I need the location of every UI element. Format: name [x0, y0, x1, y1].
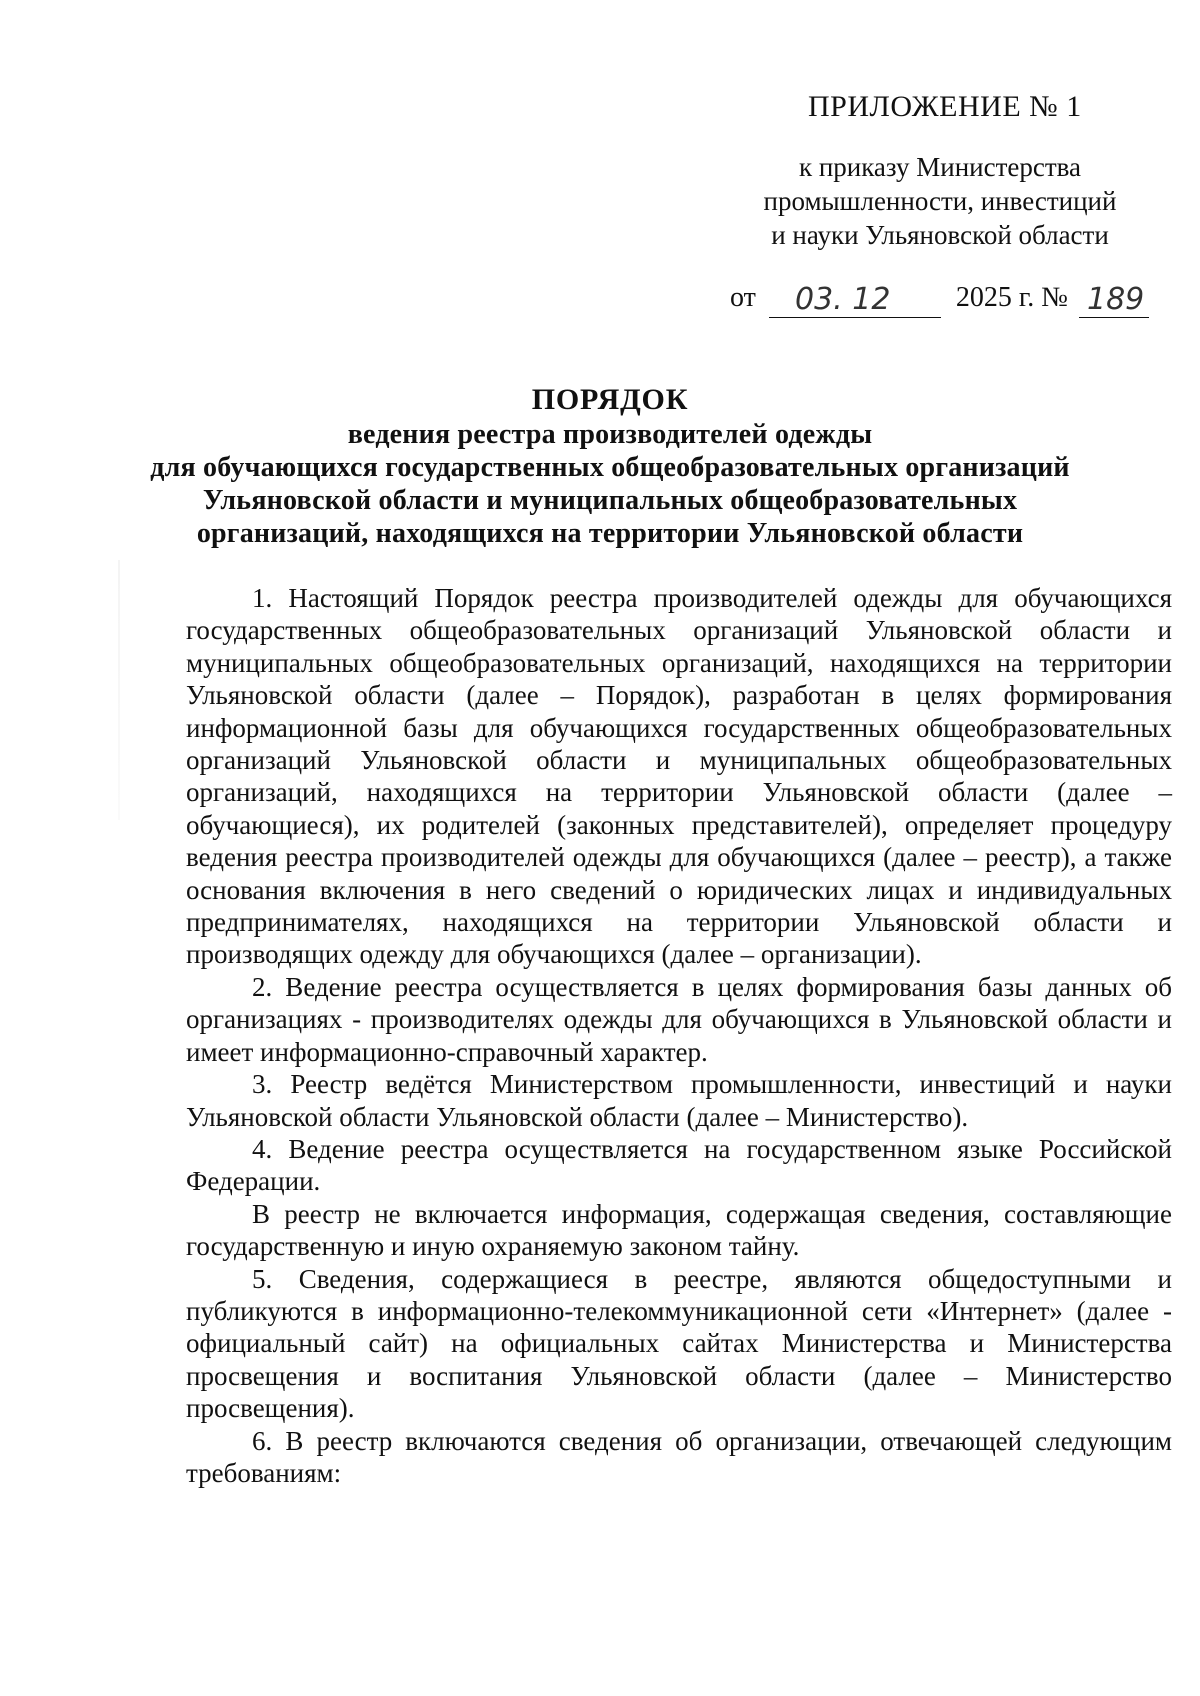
handwritten-number-text: 189 — [1086, 282, 1145, 317]
number-field — [1079, 283, 1149, 318]
paragraph: В реестр не включается информация, содержащая сведения, составляющие государственную и иную охраняемую законом тайну. — [186, 1198, 1172, 1262]
paragraph: 4. Ведение реестра осуществляется на государственном языке Российской Федерации. — [186, 1133, 1172, 1197]
title-main: ПОРЯДОК — [531, 383, 689, 416]
paragraph: 3. Реестр ведётся Министерством промышленности, инвестиций и науки Ульяновской области Ульяновской области (далее – Министерство). — [186, 1069, 1172, 1132]
scan-artifact — [118, 560, 120, 820]
annex-reference-line: к приказу Министерства — [798, 152, 1082, 182]
annex-reference-line: и науки Ульяновской области — [771, 220, 1109, 250]
handwritten-date-text: 03. 12 — [794, 282, 891, 317]
document-body — [186, 582, 1172, 1489]
annex-reference-line: промышленности, инвестиций — [763, 186, 1117, 216]
title-line: Ульяновской области и муниципальных общеобразовательных — [202, 485, 1018, 516]
paragraph: 6. В реестр включаются сведения об организации, отвечающей следующим требованиям: — [186, 1425, 1172, 1488]
document-title — [150, 383, 1070, 550]
order-date-line — [730, 278, 1149, 318]
title-line: организаций, находящихся на территории Ульяновской области — [196, 518, 1024, 549]
title-line: ведения реестра производителей одежды — [347, 419, 873, 450]
date-field — [769, 283, 941, 318]
date-prefix: от — [730, 282, 756, 313]
paragraph: 1. Настоящий Порядок реестра производителей одежды для обучающихся государственных общеобразовательных организаций Ульяновской области и муниципальных общеобразовательных организаций, находящихся на территории Ульяновской области (далее – Порядок), разработан в целях формирования информационной базы для обучающихся государственных общеобразовательных организаций Ульяновской области и муниципальных общеобразовательных организаций, находящихся на территории Ульяновской области (далее – обучающиеся), их родителей (законных представителей), определяет процедуру ведения реестра производителей одежды для обучающихся (далее – реестр), а также основания включения в него сведений о юридических лицах и индивидуальных предпринимателях, находящихся на территории Ульяновской области и производящих одежду для обучающихся (далее – организации). — [186, 583, 1172, 970]
annex-reference — [740, 150, 1140, 252]
annex-title: ПРИЛОЖЕНИЕ № 1 — [808, 90, 1082, 123]
title-line: для обучающихся государственных общеобразовательных организаций — [150, 452, 1070, 483]
handwritten-date — [769, 275, 941, 319]
date-year-label: 2025 г. № — [955, 282, 1068, 313]
paragraph: 5. Сведения, содержащиеся в реестре, являются общедоступными и публикуются в информационно-телекоммуникационной сети «Интернет» (далее - официальный сайт) на официальных сайтах Министерства и Министерства просвещения и воспитания Ульяновской области (далее – Министерство просвещения). — [186, 1263, 1172, 1424]
handwritten-number — [1079, 275, 1149, 319]
paragraph: 2. Ведение реестра осуществляется в целях формирования базы данных об организациях - производителях одежды для обучающихся в Ульяновской области и имеет информационно-справочный характер. — [186, 971, 1172, 1067]
